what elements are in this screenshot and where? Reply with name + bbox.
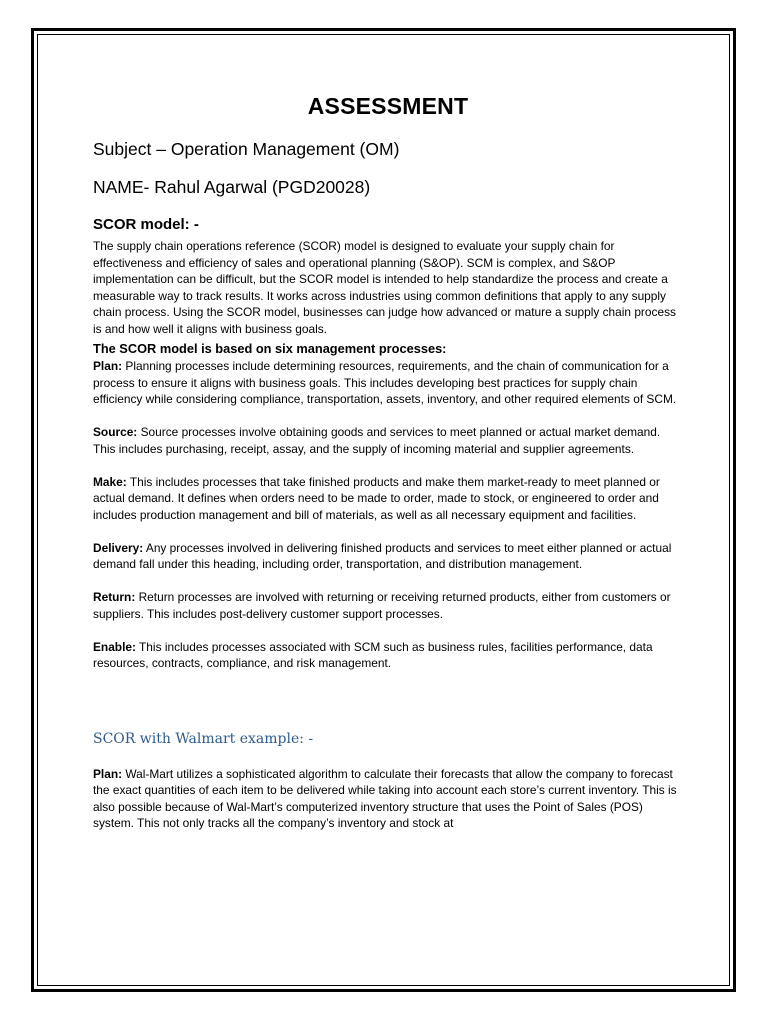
process-label: Enable:: [93, 639, 136, 654]
process-text: This includes processes associated with SCM such as business rules, facilities performance, data resources, contracts, compliance, and risk management.: [93, 639, 653, 670]
process-delivery: [93, 540, 683, 573]
walmart-plan-paragraph: [93, 766, 683, 832]
walmart-plan-text: Wal-Mart utilizes a sophisticated algorithm to calculate their forecasts that allow the company to forecast the exact quantities of each item to be delivered while taking into account each store’s current inventory. This is also possible because of Wal-Mart’s computerized inventory structure that uses the Point of Sales (POS) system. This not only tracks all the company’s inventory and stock at: [93, 766, 677, 830]
process-label: Return:: [93, 590, 136, 604]
process-label: Delivery:: [93, 540, 144, 555]
scor-intro-paragraph: The supply chain operations reference (SCOR) model is designed to evaluate your supply chain for effectiveness and efficiency of sales and operational planning (S&OP). SCM is complex, and S&OP implementation can be difficult, but the SCOR model is intended to help standardize the process and create a measurable way to track results. It works across industries using common definitions that apply to any supply chain process. Using the SCOR model, businesses can judge how advanced or mature a supply chain process is and how well it aligns with business goals.: [93, 239, 676, 336]
scor-model-heading: SCOR model: -: [93, 216, 199, 233]
subject-line: Subject – Operation Management (OM): [93, 139, 400, 159]
process-label: Make:: [93, 474, 127, 489]
process-source: [93, 424, 683, 457]
process-text: This includes processes that take finished products and make them market-ready to meet planned or actual demand. It defines when orders need to be made to order, made to stock, or engineered to order and includes production management and bill of materials, as well as all necessary equipment and facilities.: [93, 474, 660, 522]
document-content: [93, 86, 683, 832]
process-text: Planning processes include determining resources, requirements, and the chain of communication for a process to ensure it aligns with business goals. This includes developing best practices for supply chain efficiency while considering compliance, transportation, assets, inventory, and other required elements of SCM.: [93, 359, 677, 406]
process-plan: [93, 358, 683, 408]
process-text: Any processes involved in delivering finished products and services to meet either planned or actual demand fall under this heading, including order, transportation, and distribution management.: [93, 540, 672, 571]
walmart-example-heading: SCOR with Walmart example: -: [93, 730, 314, 747]
document-title: ASSESSMENT: [307, 93, 469, 119]
process-text: Source processes involve obtaining goods and services to meet planned or actual market demand. This includes purchasing, receipt, assay, and the supply of incoming material and supplier agreements.: [93, 425, 661, 456]
six-processes-heading: The SCOR model is based on six management processes:: [93, 341, 447, 356]
process-label: Source:: [93, 425, 138, 439]
process-text: Return processes are involved with returning or receiving returned products, either from customers or suppliers. This includes post-delivery customer support processes.: [93, 590, 671, 621]
process-label: Plan:: [93, 359, 123, 373]
process-enable: [93, 639, 683, 672]
process-return: [93, 589, 683, 622]
process-make: [93, 474, 683, 524]
student-name: NAME- Rahul Agarwal (PGD20028): [93, 177, 371, 197]
walmart-plan-label: Plan:: [93, 766, 123, 781]
